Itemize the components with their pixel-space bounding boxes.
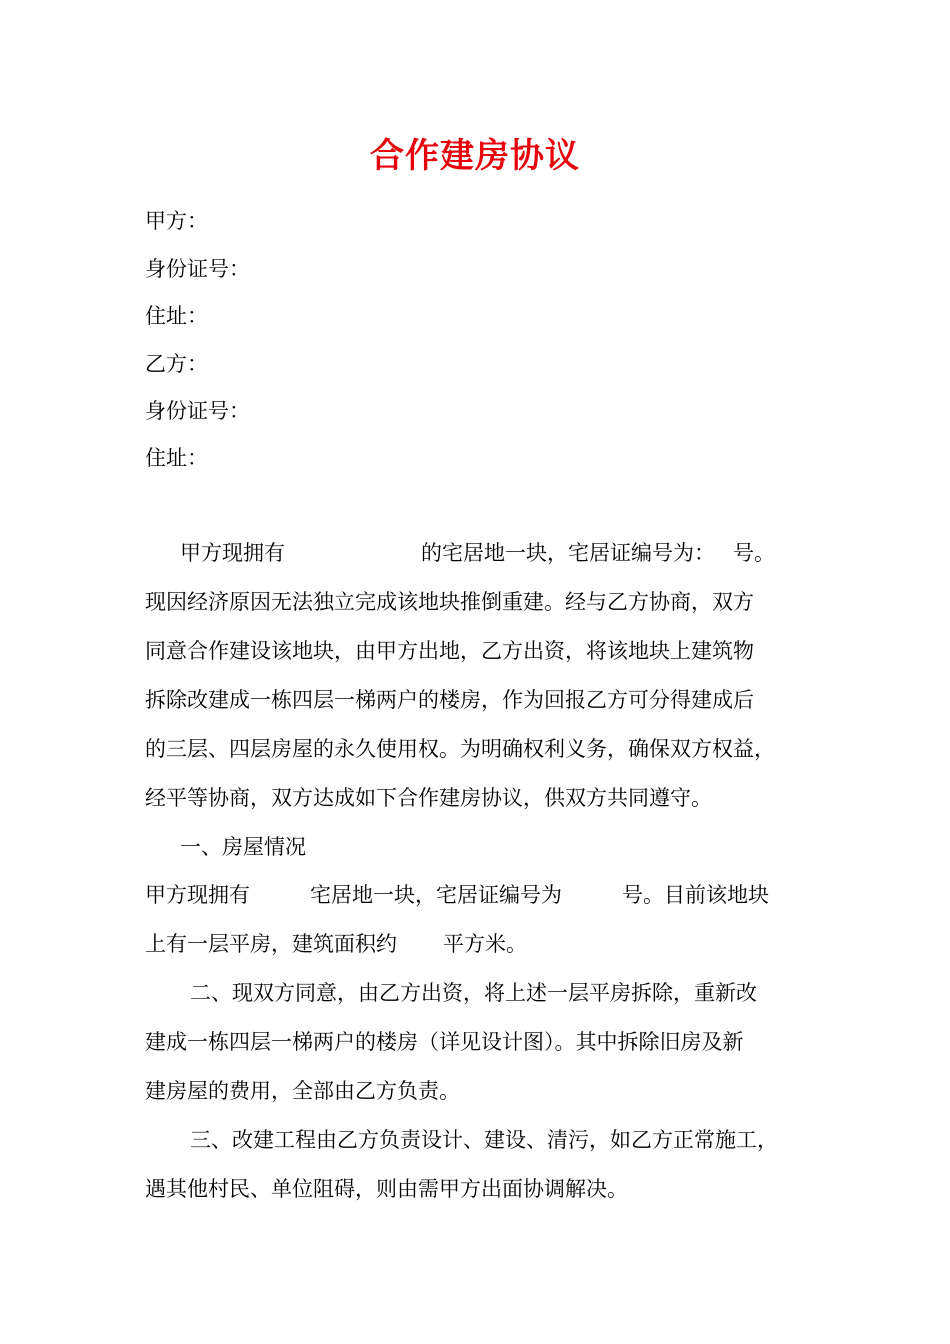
- section-1-line-1: [145, 881, 769, 909]
- section-1-text-e: 平方米。: [443, 932, 527, 956]
- section-3-line-2: 遇其他村民、单位阻碍，则由需甲方出面协调解决。: [145, 1177, 628, 1201]
- section-1-heading: 一、房屋情况: [180, 835, 306, 859]
- intro-line-5: 的三层、四层房屋的永久使用权。为明确权利义务，确保双方权益，: [145, 737, 775, 761]
- section-1-line-2: [145, 930, 527, 958]
- party-a-address-label: 住址：: [145, 304, 208, 328]
- section-1-text-d: 上有一层平房，建筑面积约: [145, 932, 397, 956]
- section-1-text-a: 甲方现拥有: [145, 883, 250, 907]
- intro-line-2: 现因经济原因无法独立完成该地块推倒重建。经与乙方协商，双方: [145, 590, 754, 614]
- section-2-line-3: 建房屋的费用，全部由乙方负责。: [145, 1079, 460, 1103]
- party-a-id-label: 身份证号：: [145, 257, 250, 281]
- section-1-text-c: 号。目前该地块: [622, 883, 769, 907]
- section-3-line-1: 三、改建工程由乙方负责设计、建设、清污，如乙方正常施工，: [190, 1128, 778, 1152]
- intro-line-6: 经平等协商，双方达成如下合作建房协议，供双方共同遵守。: [145, 786, 712, 810]
- party-b-address-label: 住址：: [145, 446, 208, 470]
- section-2-line-2: 建成一栋四层一梯两户的楼房（详见设计图）。其中拆除旧房及新: [145, 1030, 744, 1054]
- party-b-label: 乙方：: [145, 352, 208, 376]
- party-a-label: 甲方：: [145, 209, 208, 233]
- intro-line-4: 拆除改建成一栋四层一梯两户的楼房，作为回报乙方可分得建成后: [145, 688, 754, 712]
- document-title: 合作建房协议: [370, 136, 580, 176]
- intro-text-b: 的宅居地一块，宅居证编号为：: [421, 541, 715, 565]
- section-1-text-b: 宅居地一块，宅居证编号为: [310, 883, 562, 907]
- intro-line-1: [180, 539, 775, 567]
- intro-line-3: 同意合作建设该地块，由甲方出地，乙方出资，将该地块上建筑物: [145, 639, 754, 663]
- intro-text-a: 甲方现拥有: [180, 541, 285, 565]
- intro-text-c: 号。: [733, 541, 775, 565]
- party-b-id-label: 身份证号：: [145, 399, 250, 423]
- section-2-line-1: 二、现双方同意，由乙方出资，将上述一层平房拆除，重新改: [190, 981, 757, 1005]
